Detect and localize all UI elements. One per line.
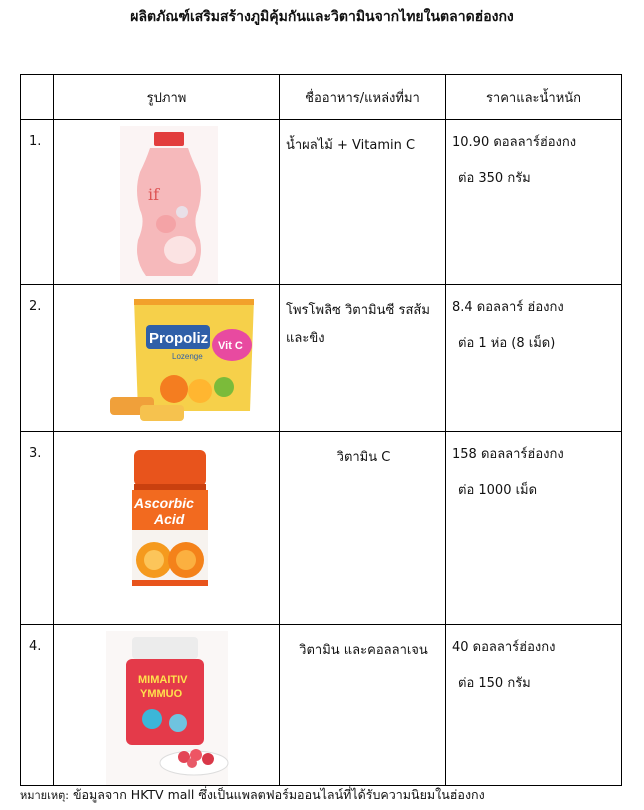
page-title: ผลิตภัณฑ์เสริมสร้างภูมิคุ้มกันและวิตามินจากไทยในตลาดฮ่องกง bbox=[130, 9, 514, 25]
table-header-row bbox=[21, 75, 622, 120]
pack-brand: Propoliz bbox=[149, 330, 209, 347]
gummy-label-1: MIMAITIV bbox=[138, 674, 188, 686]
ascorbic-jar-image bbox=[54, 432, 280, 624]
table-row bbox=[21, 625, 622, 786]
product-image-propoliz bbox=[54, 285, 280, 432]
price-weight: ต่อ 350 กรัม bbox=[458, 171, 531, 186]
product-image-juice bbox=[54, 120, 280, 285]
product-image-gummy bbox=[54, 625, 280, 786]
pack-sub: Lozenge bbox=[172, 352, 203, 361]
pack-vit: Vit C bbox=[218, 340, 243, 352]
price-amount: 40 ดอลลาร์ฮ่องกง bbox=[452, 640, 556, 655]
footnote-label: หมายเหตุ: bbox=[20, 789, 69, 802]
product-price bbox=[446, 120, 622, 285]
jar-label-acid: Acid bbox=[154, 511, 185, 527]
price-amount: 10.90 ดอลลาร์ฮ่องกง bbox=[452, 135, 577, 150]
price-weight: ต่อ 1 ห่อ (8 เม็ด) bbox=[458, 336, 556, 351]
header-price: ราคาและน้ำหนัก bbox=[446, 75, 622, 120]
price-amount: 158 ดอลลาร์ฮ่องกง bbox=[452, 447, 564, 462]
price-weight: ต่อ 1000 เม็ด bbox=[458, 483, 538, 498]
price-weight: ต่อ 150 กรัม bbox=[458, 676, 531, 691]
propoliz-pack-image bbox=[54, 285, 280, 431]
table-row bbox=[21, 432, 622, 625]
footnote bbox=[20, 785, 485, 805]
product-image-ascorbic bbox=[54, 432, 280, 625]
product-table bbox=[20, 74, 622, 786]
bottle-logo: if bbox=[148, 185, 160, 204]
product-name: น้ำผลไม้ + Vitamin C bbox=[280, 120, 446, 285]
header-name: ชื่ออาหาร/แหล่งที่มา bbox=[280, 75, 446, 120]
price-amount: 8.4 ดอลลาร์ ฮ่องกง bbox=[452, 300, 564, 315]
row-number: 4. bbox=[21, 625, 54, 786]
product-name: วิตามิน C bbox=[280, 432, 446, 625]
table-row bbox=[21, 120, 622, 285]
row-number: 3. bbox=[21, 432, 54, 625]
row-number: 1. bbox=[21, 120, 54, 285]
header-number bbox=[21, 75, 54, 120]
jar-label-ascorbic: Ascorbic bbox=[134, 495, 194, 511]
product-price bbox=[446, 625, 622, 786]
header-image: รูปภาพ bbox=[54, 75, 280, 120]
product-name: วิตามิน และคอลลาเจน bbox=[280, 625, 446, 786]
juice-bottle-image bbox=[54, 120, 280, 284]
table-row bbox=[21, 285, 622, 432]
product-name: โพรโพลิซ วิตามินซี รสส้มและขิง bbox=[280, 285, 446, 432]
product-price bbox=[446, 432, 622, 625]
product-price bbox=[446, 285, 622, 432]
gummy-jar-image bbox=[54, 625, 280, 785]
row-number: 2. bbox=[21, 285, 54, 432]
footnote-text: ข้อมูลจาก HKTV mall ซึ่งเป็นแพลตฟอร์มออนไลน์ที่ได้รับความนิยมในฮ่องกง bbox=[68, 787, 485, 802]
gummy-label-2: YMMUO bbox=[140, 688, 183, 700]
